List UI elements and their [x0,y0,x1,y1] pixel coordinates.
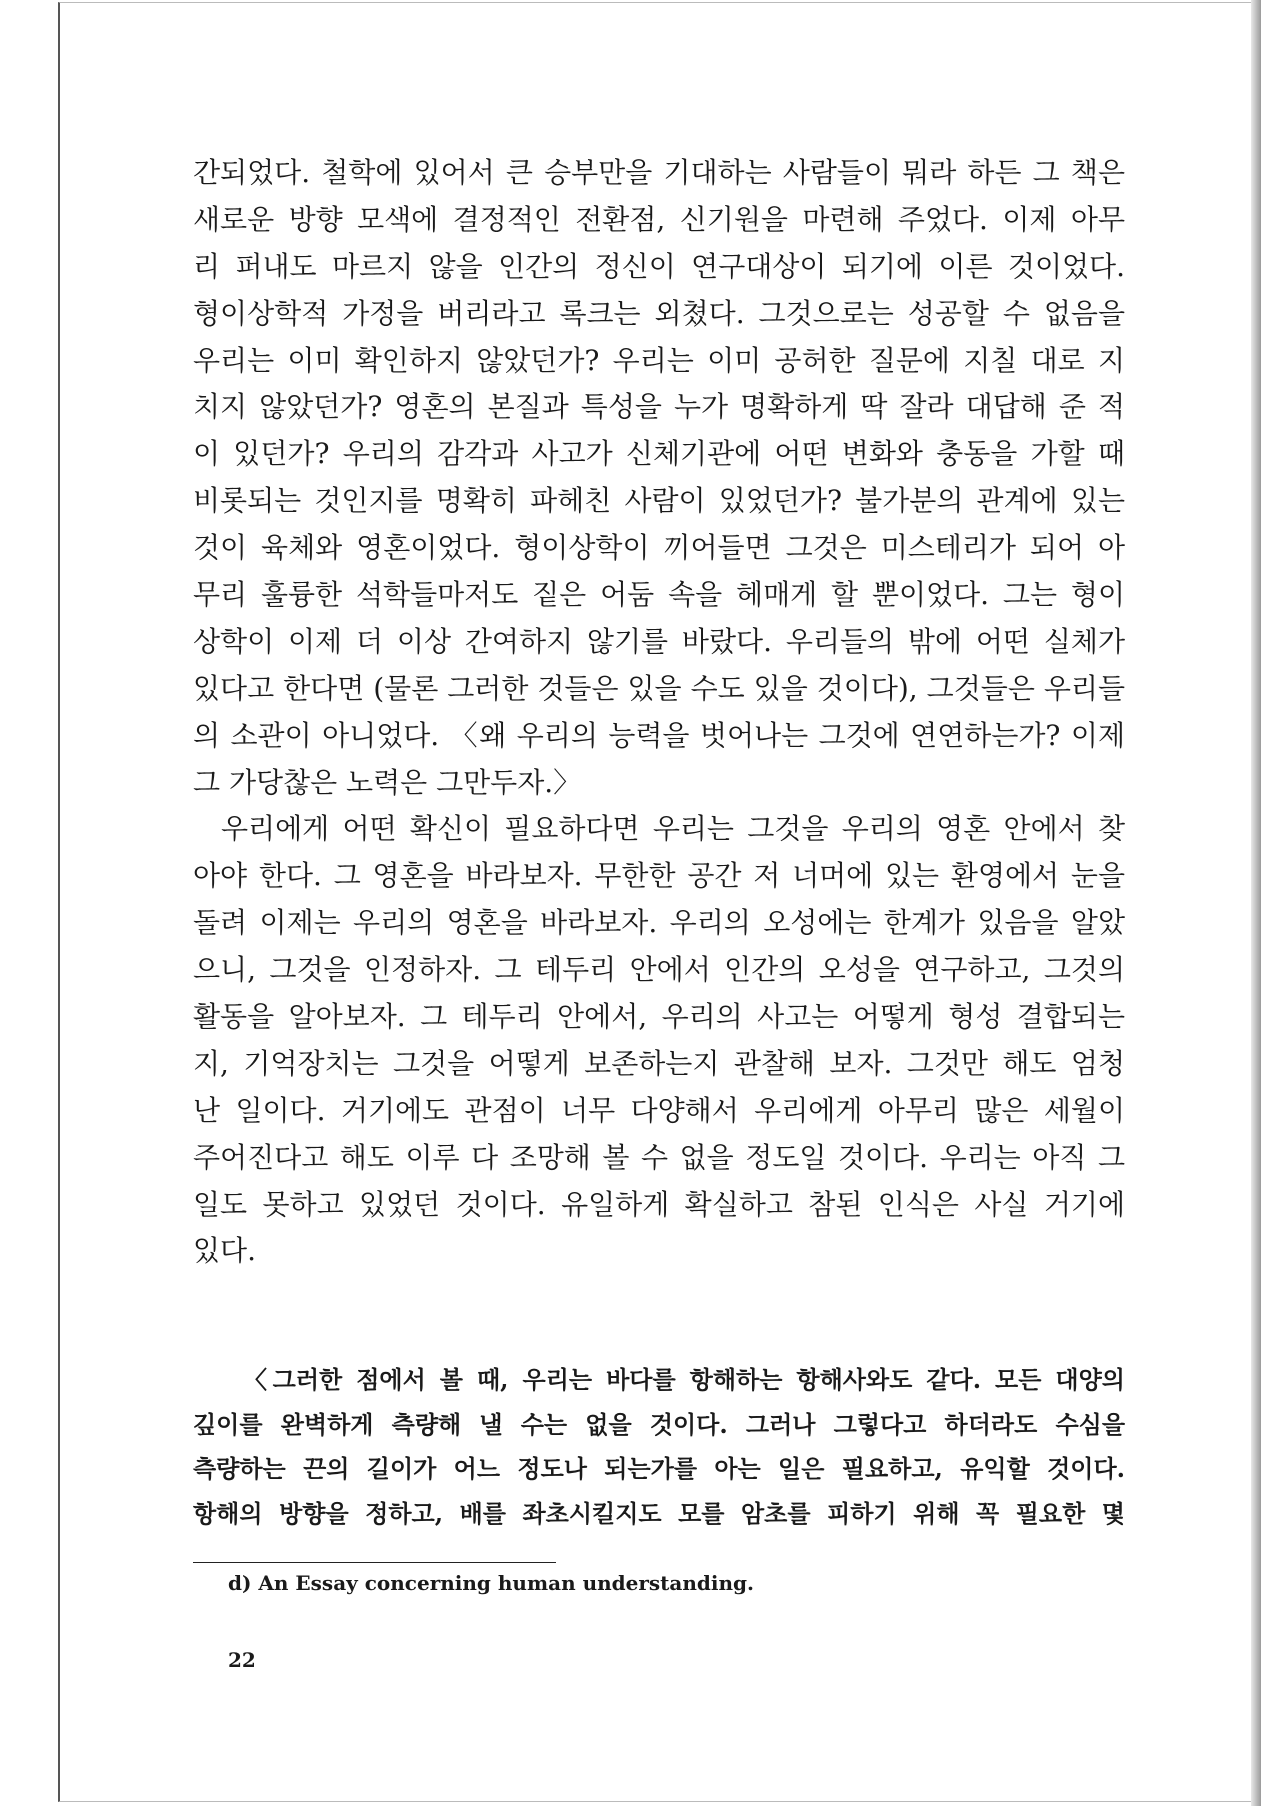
text-line: 우리는 이미 확인하지 않았던가? 우리는 이미 공허한 질문에 지칠 대로 지 [193,343,1125,377]
quote-line: 깊이를 완벽하게 측량해 낼 수는 없을 것이다. 그러나 그렇다고 하더라도 수심을 [193,1409,1125,1439]
text-line: 비롯되는 것인지를 명확히 파헤친 사람이 있었던가? 불가분의 관계에 있는 [193,484,1125,518]
text-line: 주어진다고 해도 이루 다 조망해 볼 수 없을 정도일 것이다. 우리는 아직 그 [193,1140,1125,1174]
quote-line: 〈그러한 점에서 볼 때, 우리는 바다를 항해하는 항해사와도 같다. 모든 대양의 [243,1365,1125,1394]
page-number: 22 [228,1648,256,1672]
quote-line: 항해의 방향을 정하고, 배를 좌초시킬지도 모를 암초를 피하기 위해 꼭 필요한 몇 [193,1498,1125,1528]
text-line: 활동을 알아보자. 그 테두리 안에서, 우리의 사고는 어떻게 형성 결합되는 [193,1000,1125,1034]
text-line: 아야 한다. 그 영혼을 바라보자. 무한한 공간 저 너머에 있는 환영에서 눈을 [193,859,1125,893]
text-line: 있다고 한다면 (물론 그러한 것들은 있을 수도 있을 것이다), 그것들은 우리들 [193,671,1125,705]
text-line: 것이 육체와 영혼이었다. 형이상학이 끼어들면 그것은 미스테리가 되어 아 [193,531,1125,565]
text-line: 돌려 이제는 우리의 영혼을 바라보자. 우리의 오성에는 한계가 있음을 알았 [193,906,1125,940]
text-line: 의 소관이 아니었다. 〈왜 우리의 능력을 벗어나는 그것에 연연하는가? 이제 [193,718,1125,752]
text-line: 치지 않았던가? 영혼의 본질과 특성을 누가 명확하게 딱 잘라 대답해 준 적 [193,390,1125,424]
text-line: 그 가당찮은 노력은 그만두자.〉 [193,765,582,799]
text-line: 새로운 방향 모색에 결정적인 전환점, 신기원을 마련해 주었다. 이제 아무 [193,202,1125,236]
text-line: 우리에게 어떤 확신이 필요하다면 우리는 그것을 우리의 영혼 안에서 찾 [221,812,1125,846]
text-line: 일도 못하고 있었던 것이다. 유일하게 확실하고 참된 인식은 사실 거기에 [193,1187,1125,1221]
quote-line: 측량하는 끈의 길이가 어느 정도나 되는가를 아는 일은 필요하고, 유익할 것이다. [193,1454,1125,1483]
text-line: 으니, 그것을 인정하자. 그 테두리 안에서 인간의 오성을 연구하고, 그것의 [193,953,1125,987]
text-line: 리 퍼내도 마르지 않을 인간의 정신이 연구대상이 되기에 이른 것이었다. [193,249,1125,283]
footnote: d) An Essay concerning human understanding. [228,1571,754,1595]
text-line: 상학이 이제 더 이상 간여하지 않기를 바랐다. 우리들의 밖에 어떤 실체가 [193,624,1125,658]
page-edge-shadow [1251,0,1261,1806]
block-quote [193,1358,1125,1536]
text-line: 무리 훌륭한 석학들마저도 짙은 어둠 속을 헤매게 할 뿐이었다. 그는 형이 [193,578,1125,612]
text-line: 있다. [193,1234,256,1268]
text-line: 난 일이다. 거기에도 관점이 너무 다양해서 우리에게 아무리 많은 세월이 [193,1093,1125,1127]
footnote-divider [193,1562,556,1563]
text-line: 지, 기억장치는 그것을 어떻게 보존하는지 관찰해 보자. 그것만 해도 엄청 [193,1046,1125,1080]
main-text [193,150,1125,1275]
text-line: 간되었다. 철학에 있어서 큰 승부만을 기대하는 사람들이 뭐라 하든 그 책은 [193,156,1125,189]
text-line: 이 있던가? 우리의 감각과 사고가 신체기관에 어떤 변화와 충동을 가할 때 [193,437,1125,471]
text-line: 형이상학적 가정을 버리라고 록크는 외쳤다. 그것으로는 성공할 수 없음을 [193,296,1125,330]
